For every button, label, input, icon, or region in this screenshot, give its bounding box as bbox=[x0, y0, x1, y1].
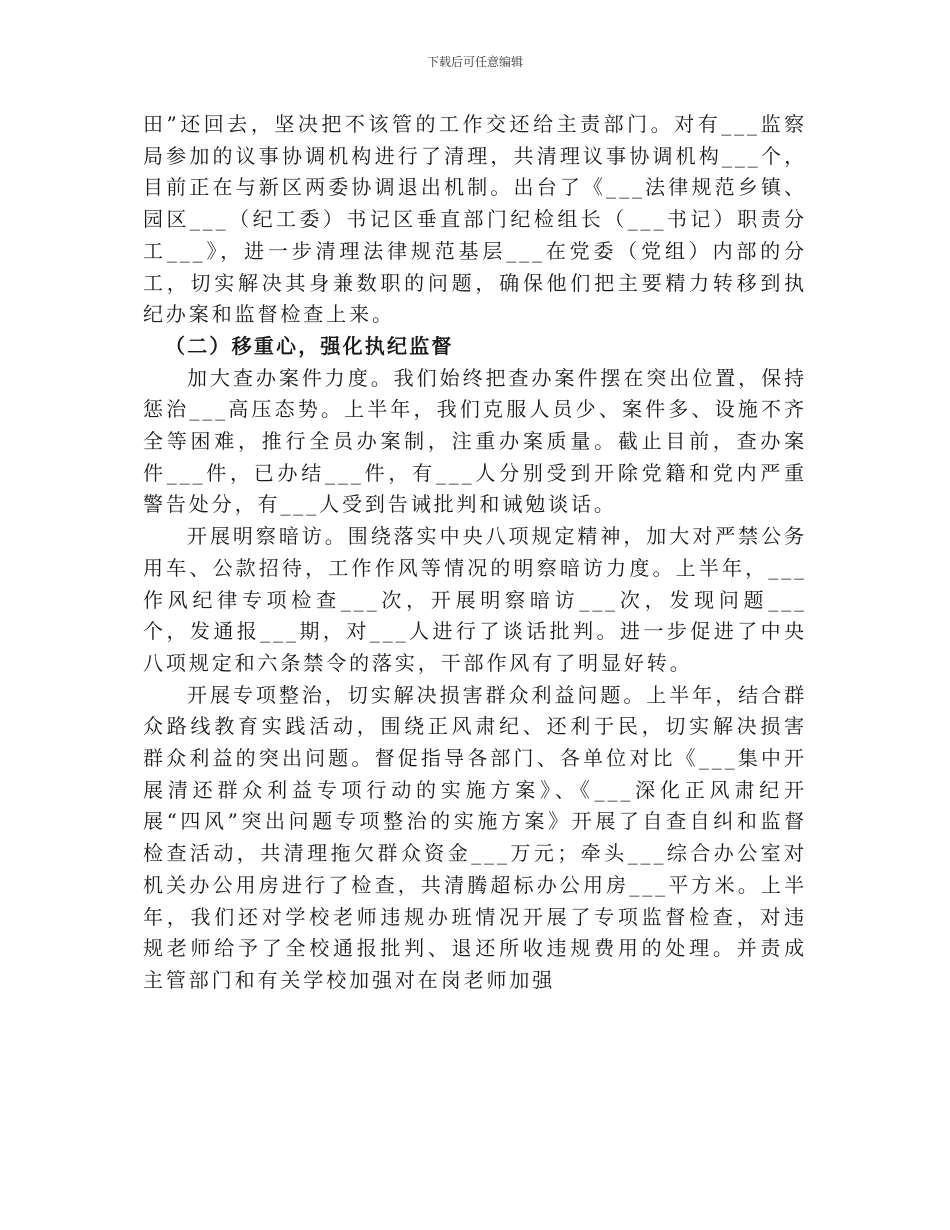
paragraph-case-handling: 加大查办案件力度。我们始终把查办案件摆在突出位置，保持惩治___高压态势。上半年，我们克服人员少、案件多、设施不齐全等困难，推行全员办案制，注重办案质量。截止目前，查办案件___件，已办结___件，有___人分别受到开除党籍和党内严重警告处分，有___人受到告诫批判和诫勉谈话。 bbox=[143, 365, 807, 517]
paragraph-inspection: 开展明察暗访。围绕落实中央八项规定精神，加大对严禁公务用车、公款招待，工作作风等情况的明察暗访力度。上半年，___作风纪律专项检查___次，开展明察暗访___次，发现问题___个，发通报___期，对___人进行了谈话批判。进一步促进了中央八项规定和六条禁令的落实，干部作风有了明显好转。 bbox=[143, 524, 807, 675]
document-body bbox=[143, 109, 807, 997]
section-heading: （二）移重心，强化执纪监督 bbox=[165, 333, 454, 358]
page-header: 下载后可任意编辑 bbox=[426, 55, 523, 69]
paragraph-special-rectification: 开展专项整治，切实解决损害群众利益问题。上半年，结合群众路线教育实践活动，围绕正风肃纪、还利于民，切实解决损害群众利益的突出问题。督促指导各部门、各单位对比《___集中开展清还群众利益专项行动的实施方案》、《___深化正风肃纪开展“四风”突出问题专项整治的实施方案》开展了自查自纠和监督检查活动，共清理拖欠群众资金___万元；牵头___综合办公室对机关办公用房进行了检查，共清腾超标办公用房___平方米。上半年，我们还对学校老师违规办班情况开展了专项监督检查，对违规老师给予了全校通报批判、退还所收违规费用的处理。并责成主管部门和有关学校加强对在岗老师加强 bbox=[143, 682, 807, 992]
paragraph-continued: 田”还回去，坚决把不该管的工作交还给主责部门。对有___监察局参加的议事协调机构进行了清理，共清理议事协调机构___个，目前正在与新区两委协调退出机制。出台了《___法律规范乡镇、园区___（纪工委）书记区垂直部门纪检组长（___书记）职责分工___》，进一步清理法律规范基层___在党委（党组）内部的分工，切实解决其身兼数职的问题，确保他们把主要精力转移到执纪办案和监督检查上来。 bbox=[143, 112, 807, 327]
